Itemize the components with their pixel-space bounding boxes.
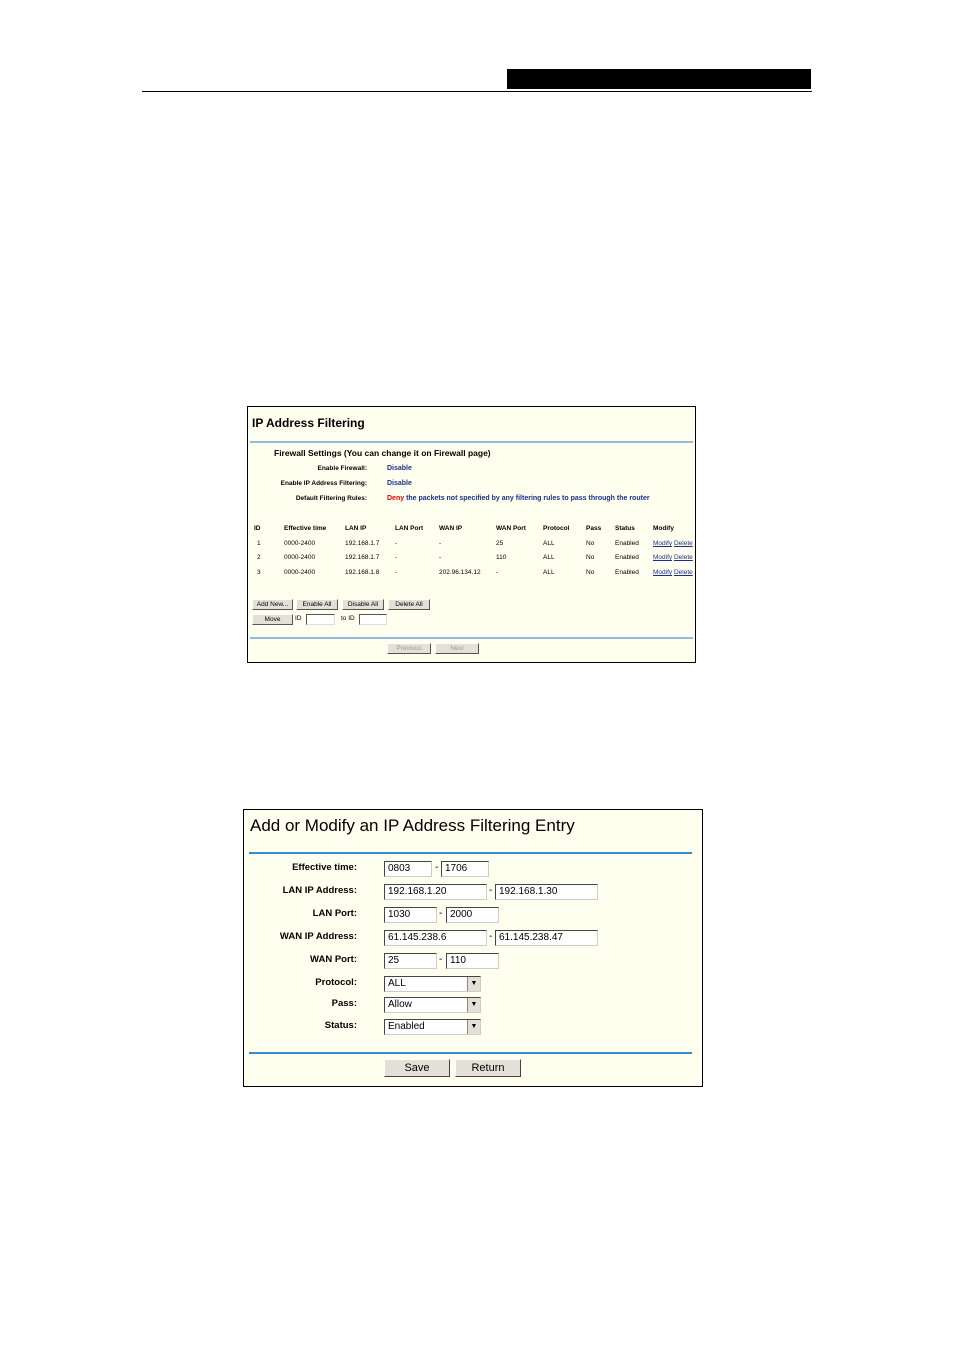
- range-separator: -: [435, 862, 439, 873]
- column-header: ID: [254, 525, 261, 532]
- delete-all-button[interactable]: Delete All: [388, 599, 430, 610]
- enable-firewall-label: Enable Firewall:: [317, 465, 367, 472]
- protocol-label: Protocol:: [315, 977, 357, 988]
- status-selected-value: Enabled: [388, 1021, 425, 1032]
- lan-port-label: LAN Port:: [312, 908, 357, 919]
- range-separator: -: [489, 931, 493, 942]
- protocol-selected-value: ALL: [388, 978, 406, 989]
- lan-ip-start-input[interactable]: 192.168.1.20: [384, 884, 487, 900]
- table-cell: 0000-2400: [284, 540, 316, 547]
- table-cell: 202.96.134.12: [439, 569, 481, 576]
- table-cell: Enabled: [615, 554, 639, 561]
- firewall-settings-heading: Firewall Settings (You can change it on Firewall page): [274, 448, 491, 458]
- table-cell: -: [395, 554, 398, 561]
- move-to-id-label: to ID: [341, 615, 355, 622]
- column-header: Effective time: [284, 525, 327, 532]
- row-actions: [653, 569, 693, 576]
- previous-button[interactable]: Previous: [387, 643, 431, 654]
- column-header: Pass: [586, 525, 602, 532]
- effective-time-end-input[interactable]: 1706: [441, 861, 489, 877]
- range-separator: -: [489, 885, 493, 896]
- add-new-button[interactable]: Add New...: [252, 599, 293, 610]
- table-cell: Enabled: [615, 569, 639, 576]
- wan-port-end-input[interactable]: 110: [446, 953, 499, 969]
- return-button[interactable]: Return: [455, 1059, 521, 1077]
- table-cell: ALL: [543, 569, 555, 576]
- next-button[interactable]: Next: [435, 643, 479, 654]
- panel-title: Add or Modify an IP Address Filtering Entry: [250, 816, 575, 835]
- table-cell: 2: [257, 554, 261, 561]
- lan-ip-end-input[interactable]: 192.168.1.30: [495, 884, 598, 900]
- delete-link[interactable]: Delete: [673, 554, 693, 561]
- table-cell: -: [395, 540, 398, 547]
- table-cell: -: [496, 569, 499, 576]
- table-cell: No: [586, 554, 595, 561]
- column-header: Protocol: [543, 525, 570, 532]
- table-cell: ALL: [543, 554, 555, 561]
- move-from-id-input[interactable]: [306, 614, 335, 625]
- column-header: Status: [615, 525, 635, 532]
- column-header: Modify: [653, 525, 674, 532]
- table-cell: -: [439, 554, 442, 561]
- table-cell: 192.168.1.7: [345, 540, 380, 547]
- row-actions: [653, 540, 693, 547]
- table-cell: No: [586, 569, 595, 576]
- delete-link[interactable]: Delete: [673, 540, 693, 547]
- chevron-down-icon[interactable]: ▼: [467, 977, 480, 991]
- lan-port-end-input[interactable]: 2000: [446, 907, 499, 923]
- enable-ip-filtering-label: Enable IP Address Filtering:: [280, 480, 367, 487]
- save-button[interactable]: Save: [384, 1059, 450, 1077]
- move-id-label: ID: [295, 615, 302, 622]
- footer-divider: [249, 1052, 692, 1054]
- pass-selected-value: Allow: [388, 999, 412, 1010]
- table-cell: -: [439, 540, 442, 547]
- wan-ip-end-input[interactable]: 61.145.238.47: [495, 930, 598, 946]
- table-cell: 0000-2400: [284, 554, 316, 561]
- rule-description: the packets not specified by any filtering rules to pass through the router: [404, 495, 650, 502]
- wan-port-label: WAN Port:: [310, 954, 357, 965]
- delete-link[interactable]: Delete: [673, 569, 693, 576]
- table-cell: -: [395, 569, 398, 576]
- wan-ip-start-input[interactable]: 61.145.238.6: [384, 930, 487, 946]
- protocol-select[interactable]: [384, 976, 481, 992]
- table-cell: 3: [257, 569, 261, 576]
- pass-select[interactable]: [384, 997, 481, 1013]
- footer-divider: [250, 637, 693, 639]
- disable-all-button[interactable]: Disable All: [342, 599, 384, 610]
- pass-label: Pass:: [331, 998, 357, 1009]
- default-filtering-rules-value: [387, 495, 650, 502]
- column-header: WAN Port: [496, 525, 526, 532]
- effective-time-label: Effective time:: [292, 862, 357, 873]
- lan-ip-label: LAN IP Address:: [282, 885, 357, 896]
- table-cell: Enabled: [615, 540, 639, 547]
- title-divider: [250, 441, 693, 443]
- enable-firewall-value: Disable: [387, 465, 412, 472]
- move-button[interactable]: Move: [252, 614, 293, 625]
- row-actions: [653, 554, 693, 561]
- enable-ip-filtering-value: Disable: [387, 480, 412, 487]
- chevron-down-icon[interactable]: ▼: [467, 998, 480, 1012]
- enable-all-button[interactable]: Enable All: [296, 599, 338, 610]
- add-modify-entry-panel: [243, 809, 703, 1087]
- page-header-bar: [507, 69, 811, 89]
- modify-link[interactable]: Modify: [653, 554, 673, 561]
- title-divider: [249, 852, 692, 854]
- effective-time-start-input[interactable]: 0803: [384, 861, 432, 877]
- table-cell: 0000-2400: [284, 569, 316, 576]
- table-cell: 25: [496, 540, 504, 547]
- status-label: Status:: [324, 1020, 357, 1031]
- chevron-down-icon[interactable]: ▼: [467, 1020, 480, 1034]
- table-cell: 192.168.1.7: [345, 554, 380, 561]
- wan-ip-label: WAN IP Address:: [279, 931, 357, 942]
- table-cell: 110: [496, 554, 507, 561]
- lan-port-start-input[interactable]: 1030: [384, 907, 437, 923]
- column-header: WAN IP: [439, 525, 463, 532]
- panel-title: IP Address Filtering: [252, 416, 365, 430]
- range-separator: -: [439, 908, 443, 919]
- column-header: LAN Port: [395, 525, 424, 532]
- range-separator: -: [439, 954, 443, 965]
- modify-link[interactable]: Modify: [653, 569, 673, 576]
- ip-address-filtering-panel: [247, 406, 696, 663]
- column-header: LAN IP: [345, 525, 367, 532]
- default-filtering-rules-label: Default Filtering Rules:: [295, 495, 367, 502]
- table-cell: 1: [257, 540, 261, 547]
- wan-port-start-input[interactable]: 25: [384, 953, 437, 969]
- page-header-rule: [142, 91, 812, 92]
- status-select[interactable]: [384, 1019, 481, 1035]
- table-cell: 192.168.1.8: [345, 569, 380, 576]
- move-to-id-input[interactable]: [359, 614, 387, 625]
- deny-word: Deny: [387, 495, 405, 502]
- table-cell: ALL: [543, 540, 555, 547]
- table-cell: No: [586, 540, 595, 547]
- modify-link[interactable]: Modify: [653, 540, 673, 547]
